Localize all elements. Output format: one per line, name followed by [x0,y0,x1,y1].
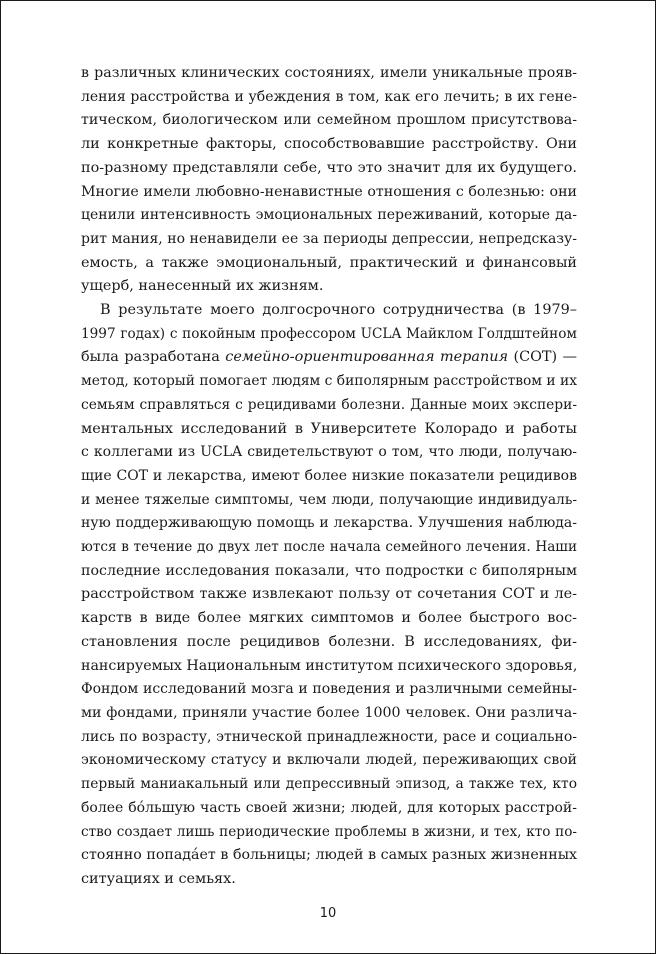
text-line: ную поддерживающую помощь и лекарства. Улучшения наблюда- [81,515,577,532]
text-line: ются в течение до двух лет после начала семейного лечения. Наши [81,539,577,556]
text-line: рит мания, но ненавидели ее за периоды депрессии, непредсказу- [81,230,577,247]
text-line: была разработана семейно-ориентированная терапия (СОТ) — [81,349,577,366]
text-line: в различных клинических состояниях, имели уникальные прояв- [81,65,577,81]
text-line: щие СОТ и лекарства, имеют более низкие показатели рецидивов [81,467,577,484]
text-line: ситуациях и семьях. [81,870,236,887]
text-line: ли конкретные факторы, способствовавшие расстройству. Они [81,136,577,153]
text-line: первый маниакальный или депрессивный эпизод, а также тех, кто [81,776,577,793]
page-number: 10 [319,906,337,921]
text-line: семьям справляться с рецидивами болезни. Данные моих экспери- [81,396,577,413]
text-line: экономическому статусу и включали людей, переживающих свой [81,752,577,769]
emphasized-term: семейно-ориентированная терапия [225,349,509,366]
text-line: В результате моего долгосрочного сотрудничества (в 1979– [100,302,577,319]
text-line: ущерб, нанесенный их жизням. [81,278,324,295]
text-line: ценили интенсивность эмоциональных переживаний, которые да- [81,207,577,224]
text-line: становления после рецидивов болезни. В исследованиях, фи- [81,633,577,650]
text-line: Фондом исследований мозга и поведения и различными семейны- [81,681,577,698]
text-line: по-разному представляли себе, что это значит для их будущего. [81,159,577,176]
text-line: стоянно попадáет в больницы; людей в самых разных жизненных [81,847,577,864]
text-line: метод, который помогает людям с биполярным расстройством и их [81,373,577,390]
text-line: более бóльшую часть своей жизни; людей, для которых расстрой- [81,799,577,816]
text-line: расстройством также извлекают пользу от сочетания СОТ и ле- [81,586,577,603]
text-line: лись по возрасту, этнической принадлежности, расе и социально- [81,728,577,745]
text-line: последние исследования показали, что подростки с биполярным [81,562,577,579]
body-text [81,62,577,892]
text-line: ления расстройства и убеждения в том, как его лечить; в их гене- [81,88,577,105]
paragraph-1 [81,62,577,299]
text-line: 1997 годах) с покойным профессором UCLA Майклом Голдштейном [81,325,577,342]
text-line: ми фондами, приняли участие более 1000 человек. Они различа- [81,704,577,721]
text-line: карств в виде более мягких симптомов и более быстрого вос- [81,610,577,627]
text-line: и менее тяжелые симптомы, чем люди, получающие индивидуаль- [81,491,577,508]
paragraph-2 [81,299,577,892]
text-line: ство создает лишь периодические проблемы в жизни, и тех, кто по- [81,823,577,840]
text-line: ментальных исследований в Университете Колорадо и работы [81,420,577,437]
text-line: Многие имели любовно-ненавистные отношения с болезнью: они [81,183,577,200]
text-line: емость, а также эмоциональный, практический и финансовый [81,254,577,271]
text-line: тическом, биологическом или семейном прошлом присутствова- [81,112,577,129]
text-line: нансируемых Национальным институтом психического здоровья, [81,657,578,674]
text-line: с коллегами из UCLA свидетельствуют о том, что люди, получаю- [81,444,577,461]
